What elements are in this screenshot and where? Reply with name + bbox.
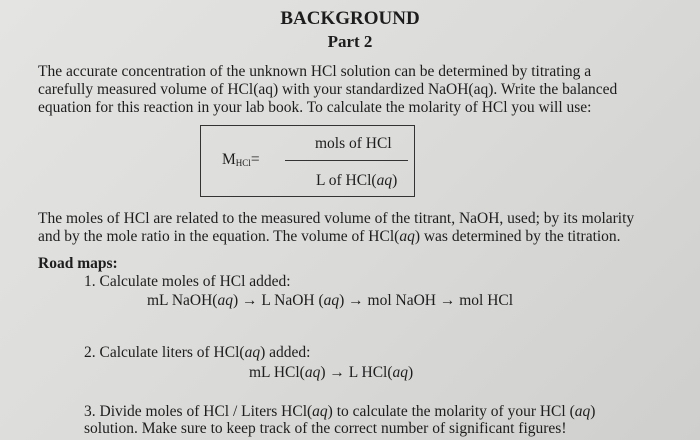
step-3-line-1: 3. Divide moles of HCl / Liters HCl(aq) to calculate the molarity of your HCl (aq): [84, 403, 596, 420]
formula-equals: =: [250, 151, 260, 168]
intro-line-1: The accurate concentration of the unknown HCl solution can be determined by titrating a: [38, 63, 592, 80]
intro-line-3: equation for this reaction in your lab book. To calculate the molarity of HCl you will use:: [38, 99, 592, 116]
formula-lhs-subscript: HCl: [235, 158, 251, 168]
step-3-line-2: solution. Make sure to keep track of the correct number of significant figures!: [84, 420, 567, 437]
road-maps-heading: Road maps:: [38, 255, 118, 272]
formula-denominator: L of HCl(aq): [316, 172, 398, 189]
step-1-label: 1. Calculate moles of HCl added:: [84, 273, 291, 290]
explanation-line-1: The moles of HCl are related to the measured volume of the titrant, NaOH, used; by its molarity: [38, 210, 635, 227]
step-1-conversion: mL NaOH(aq) → L NaOH (aq) → mol NaOH → mol HCl: [147, 292, 514, 309]
page-title: BACKGROUND: [280, 8, 420, 29]
step-2-label: 2. Calculate liters of HCl(aq) added:: [84, 344, 311, 361]
formula-lhs: $M_{HCl}=$: [222, 151, 260, 168]
formula-numerator: mols of HCl: [315, 135, 392, 152]
fraction-bar: [285, 160, 408, 161]
intro-line-2: carefully measured volume of HCl(aq) with your standardized NaOH(aq). Write the balanced: [38, 81, 618, 98]
explanation-line-2: and by the mole ratio in the equation. The volume of HCl(aq) was determined by the titration.: [38, 228, 621, 245]
page-subtitle: Part 2: [327, 32, 373, 51]
step-2-conversion: mL HCl(aq) → L HCl(aq): [249, 364, 414, 381]
